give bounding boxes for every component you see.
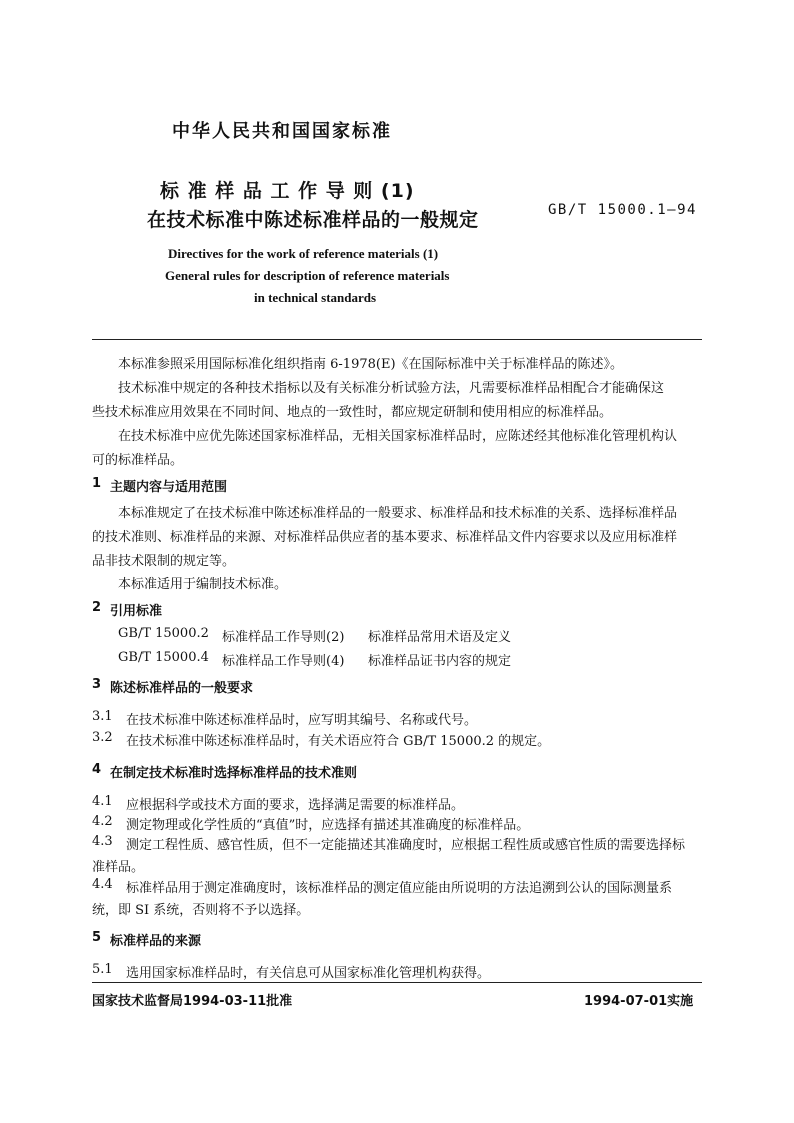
section-2-number: 2 bbox=[92, 600, 102, 615]
clause-4-4-line2: 统，即 SI 系统，否则将不予以选择。 bbox=[92, 903, 310, 918]
clause-4-1-text: 应根据科学或技术方面的要求，选择满足需要的标准样品。 bbox=[126, 798, 465, 813]
clause-5-1-text: 选用国家标准样品时，有关信息可从国家标准化管理机构获得。 bbox=[126, 966, 491, 981]
english-title-line2: General rules for description of reference materials bbox=[165, 268, 450, 283]
clause-3-2-number: 3.2 bbox=[92, 730, 113, 745]
reference-name: 标准样品工作导则(2) bbox=[222, 630, 345, 645]
reference-description: 标准样品常用术语及定义 bbox=[368, 630, 512, 645]
clause-4-4-number: 4.4 bbox=[92, 877, 113, 892]
english-title-line3: in technical standards bbox=[254, 290, 377, 305]
section-5-title: 标准样品的来源 bbox=[110, 934, 202, 949]
clause-4-3-number: 4.3 bbox=[92, 834, 113, 849]
national-standard-heading: 中华人民共和国国家标准 bbox=[172, 121, 392, 142]
document-title-line2: 在技术标准中陈述标准样品的一般规定 bbox=[147, 209, 479, 231]
clause-5-1-number: 5.1 bbox=[92, 962, 113, 977]
section-1-line2: 的技术准则、标准样品的来源、对标准样品供应者的基本要求、标准样品文件内容要求以及应用标准样 bbox=[92, 530, 678, 545]
clause-4-3-line1: 测定工程性质、感官性质，但不一定能描述其准确度时，应根据工程性质或感官性质的需要选择标 bbox=[126, 838, 686, 853]
reference-name: 标准样品工作导则(4) bbox=[222, 654, 345, 669]
intro-paragraph-2-line2: 些技术标准应用效果在不同时间、地点的一致性时，都应规定研制和使用相应的标准样品。 bbox=[92, 405, 613, 420]
clause-4-3-line2: 准样品。 bbox=[92, 860, 145, 875]
standard-code: GB/T 15000.1—94 bbox=[548, 202, 697, 218]
intro-paragraph-2-line1: 技术标准中规定的各种技术指标以及有关标准分析试验方法，凡需要标准样品相配合才能确保这 bbox=[118, 381, 665, 396]
section-4-number: 4 bbox=[92, 762, 102, 777]
section-3-title: 陈述标准样品的一般要求 bbox=[110, 681, 254, 696]
intro-paragraph-3-line1: 在技术标准中应优先陈述国家标准样品，无相关国家标准样品时，应陈述经其他标准化管理机构认 bbox=[118, 429, 678, 444]
intro-paragraph-3-line2: 可的标准样品。 bbox=[92, 453, 184, 468]
clause-4-2-text: 测定物理或化学性质的“真值”时，应选择有描述其准确度的标准样品。 bbox=[126, 818, 530, 833]
section-1-line1: 本标准规定了在技术标准中陈述标准样品的一般要求、标准样品和技术标准的关系、选择标准样品 bbox=[118, 506, 678, 521]
reference-code: GB/T 15000.2 bbox=[118, 626, 209, 641]
clause-3-1-text: 在技术标准中陈述标准样品时，应写明其编号、名称或代号。 bbox=[126, 713, 478, 728]
reference-code: GB/T 15000.4 bbox=[118, 650, 209, 665]
section-2-title: 引用标准 bbox=[110, 604, 163, 619]
footer-divider bbox=[92, 982, 702, 983]
clause-4-1-number: 4.1 bbox=[92, 794, 113, 809]
reference-description: 标准样品证书内容的规定 bbox=[368, 654, 512, 669]
clause-3-1-number: 3.1 bbox=[92, 709, 113, 724]
section-1-title: 主题内容与适用范围 bbox=[110, 480, 228, 495]
section-1-line4: 本标准适用于编制技术标准。 bbox=[118, 577, 288, 592]
clause-4-2-number: 4.2 bbox=[92, 814, 113, 829]
section-3-number: 3 bbox=[92, 677, 102, 692]
effective-date: 1994-07-01实施 bbox=[584, 994, 694, 1009]
intro-paragraph-1: 本标准参照采用国际标准化组织指南 6-1978(E)《在国际标准中关于标准样品的陈述》。 bbox=[118, 357, 624, 372]
approval-statement: 国家技术监督局1994-03-11批准 bbox=[92, 994, 293, 1009]
clause-4-4-line1: 标准样品用于测定准确度时，该标准样品的测定值应能由所说明的方法追溯到公认的国际测量系 bbox=[126, 881, 673, 896]
section-1-line3: 品非技术限制的规定等。 bbox=[92, 554, 236, 569]
clause-3-2-text: 在技术标准中陈述标准样品时，有关术语应符合 GB/T 15000.2 的规定。 bbox=[126, 734, 551, 749]
section-1-number: 1 bbox=[92, 476, 102, 491]
english-title-line1: Directives for the work of reference materials (1) bbox=[168, 246, 439, 261]
section-4-title: 在制定技术标准时选择标准样品的技术准则 bbox=[110, 766, 358, 781]
document-title-line1: 标 准 样 品 工 作 导 则 (1) bbox=[160, 180, 415, 202]
header-divider bbox=[92, 339, 702, 340]
section-5-number: 5 bbox=[92, 930, 102, 945]
